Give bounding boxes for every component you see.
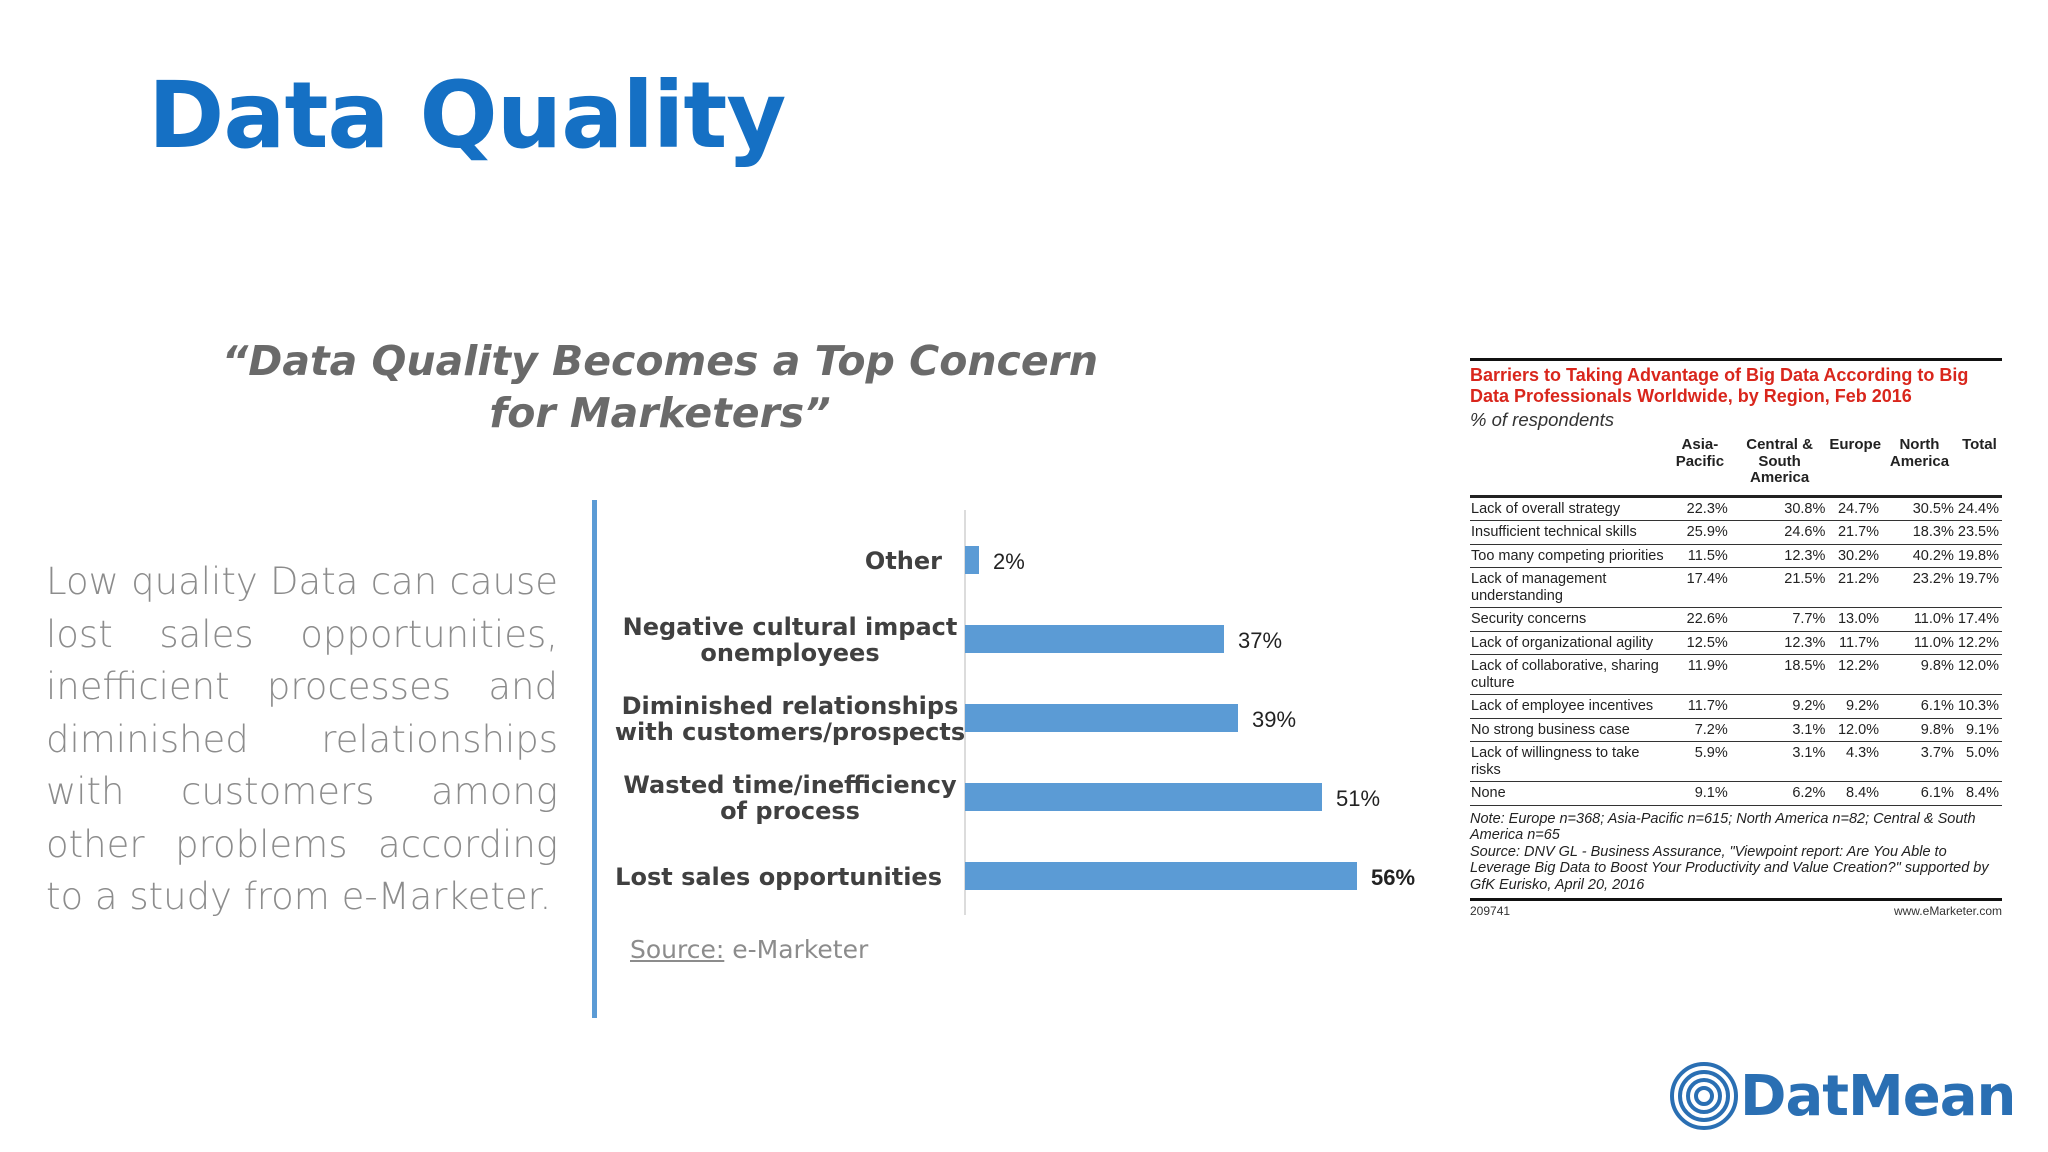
- table-cell: 12.3%: [1784, 547, 1826, 564]
- row-label: Too many competing priorities: [1471, 547, 1664, 564]
- table-header-cell: [1470, 437, 1669, 496]
- emarketer-footer: [1470, 904, 2002, 918]
- row-label: Insufficient technical skills: [1471, 524, 1637, 540]
- emarketer-source: Source: DNV GL - Business Assurance, "Viewpoint report: Are You Able to Leverage Big Data to Boost Your Productivity and Value Creation?" supported by GfK Eurisko, April 20, 2016: [1470, 843, 1989, 893]
- table-cell: 21.2%: [1837, 571, 1880, 587]
- table-cell: 40.2%: [1912, 547, 1954, 564]
- table-cell: 24.6%: [1784, 524, 1826, 540]
- table-cell: 13.0%: [1837, 611, 1880, 627]
- table-cell: 9.8%: [1920, 721, 1954, 738]
- table-cell: 17.4%: [1686, 571, 1728, 587]
- emarketer-title: Barriers to Taking Advantage of Big Data According to Big Data Professionals Worldwide, by Region, Feb 2016: [1470, 365, 1969, 406]
- table-cell: 12.2%: [1957, 634, 1999, 651]
- table-cell: 9.8%: [1920, 658, 1954, 674]
- value-label: 39%: [1252, 707, 1297, 732]
- table-cell: 11.0%: [1913, 634, 1954, 651]
- table-cell: 5.9%: [1694, 745, 1728, 761]
- table-cell: 3.7%: [1920, 745, 1954, 761]
- table-cell: 3.1%: [1792, 745, 1826, 761]
- body-paragraph: Low quality Data can cause lost sales opportunities, inefficient processes and diminished relationships with customers among other problems according to a study from e-Marketer.: [46, 560, 558, 918]
- emarketer-site: www.eMarketer.com: [1893, 904, 2002, 918]
- table-row: [1470, 718, 2002, 742]
- table-cell: 9.1%: [1694, 785, 1728, 801]
- table-header-cell: Europe: [1829, 436, 1882, 453]
- table-cell: 11.5%: [1687, 547, 1728, 564]
- table-row: [1470, 544, 2002, 568]
- emarketer-table: [1470, 437, 2002, 806]
- table-cell: 9.2%: [1792, 698, 1826, 714]
- table-cell: 8.4%: [1965, 785, 1999, 801]
- category-label: Diminished relationships: [621, 692, 959, 720]
- page-title: Data Quality: [148, 62, 786, 169]
- value-label: 56%: [1371, 865, 1416, 890]
- table-cell: 22.6%: [1686, 611, 1728, 627]
- emarketer-note: Note: Europe n=368; Asia-Pacific n=615; North America n=82; Central & South America n=65: [1470, 810, 1976, 843]
- table-cell: 10.3%: [1957, 698, 1999, 714]
- table-header-cell: North America: [1889, 436, 1950, 470]
- table-cell: 24.4%: [1957, 500, 1999, 517]
- table-cell: 19.8%: [1957, 547, 1999, 564]
- table-cell: 23.2%: [1912, 571, 1954, 587]
- bar: [965, 783, 1322, 811]
- category-label: Other: [864, 547, 942, 575]
- table-cell: 30.8%: [1784, 500, 1826, 517]
- row-label: Security concerns: [1471, 611, 1587, 627]
- table-row: [1470, 695, 2002, 719]
- table-cell: 9.1%: [1965, 721, 1999, 738]
- table-cell: 6.1%: [1920, 698, 1954, 714]
- table-cell: 9.2%: [1846, 698, 1880, 714]
- category-label: onemployees: [700, 639, 880, 667]
- row-label: Lack of willingness to take risks: [1471, 745, 1640, 778]
- bar: [965, 862, 1357, 890]
- table-cell: 6.2%: [1792, 785, 1826, 801]
- top-rule: [1470, 358, 2002, 361]
- table-row: [1470, 496, 2002, 521]
- emarketer-subtitle: % of respondents: [1470, 409, 1614, 430]
- table-cell: 18.5%: [1784, 658, 1826, 674]
- table-cell: 3.1%: [1792, 721, 1826, 738]
- table-cell: 12.2%: [1837, 658, 1880, 674]
- table-cell: 18.3%: [1912, 524, 1954, 540]
- table-cell: 25.9%: [1686, 524, 1728, 540]
- table-row: [1470, 655, 2002, 695]
- table-header-cell: Total: [1962, 436, 1997, 453]
- category-label: of process: [720, 797, 860, 825]
- row-label: Lack of management understanding: [1471, 571, 1607, 604]
- category-label: with customers/prospects: [614, 718, 966, 746]
- category-label: Negative cultural impact: [622, 613, 958, 641]
- table-cell: 7.2%: [1694, 721, 1728, 738]
- value-label: 51%: [1336, 786, 1381, 811]
- table-row: [1470, 742, 2002, 782]
- table-cell: 21.7%: [1837, 524, 1880, 540]
- table-cell: 12.3%: [1784, 634, 1826, 651]
- table-cell: 8.4%: [1846, 785, 1880, 801]
- table-cell: 30.2%: [1837, 547, 1880, 564]
- table-row: [1470, 631, 2002, 655]
- vertical-divider: [592, 500, 597, 1018]
- row-label: No strong business case: [1471, 721, 1630, 738]
- table-cell: 21.5%: [1784, 571, 1826, 587]
- table-header-cell: Central & South America: [1746, 436, 1813, 486]
- row-label: Lack of organizational agility: [1471, 634, 1654, 651]
- table-row: [1470, 782, 2002, 806]
- table-header-cell: Asia-Pacific: [1675, 436, 1725, 470]
- table-cell: 7.7%: [1792, 611, 1826, 627]
- table-cell: 23.5%: [1957, 524, 1999, 540]
- row-label: Lack of employee incentives: [1471, 698, 1654, 714]
- table-cell: 24.7%: [1837, 500, 1880, 517]
- row-label: Lack of overall strategy: [1471, 500, 1621, 517]
- table-cell: 4.3%: [1846, 745, 1880, 761]
- bar-chart: [600, 500, 1470, 920]
- table-cell: 11.9%: [1687, 658, 1728, 674]
- table-header-row: [1470, 437, 2002, 496]
- table-cell: 12.0%: [1957, 658, 1999, 674]
- bar: [965, 546, 979, 574]
- row-label: Lack of collaborative, sharing culture: [1471, 658, 1659, 691]
- source-value: e-Marketer: [732, 935, 869, 964]
- chart-id: 209741: [1470, 904, 1511, 918]
- table-cell: 5.0%: [1965, 745, 1999, 761]
- category-label: Wasted time/inefficiency: [623, 771, 957, 799]
- concentric-circles-icon: [1668, 1060, 1740, 1132]
- table-row: [1470, 521, 2002, 545]
- table-cell: 17.4%: [1957, 611, 1999, 627]
- emarketer-table-card: [1470, 358, 2002, 918]
- table-cell: 12.0%: [1837, 721, 1880, 738]
- table-cell: 6.1%: [1920, 785, 1954, 801]
- source-label: Source:: [630, 935, 725, 964]
- table-cell: 22.3%: [1686, 500, 1728, 517]
- source-line: [630, 935, 868, 964]
- quote-heading: “Data Quality Becomes a Top Concern for Marketers”: [221, 337, 1099, 437]
- logo-wordmark: DatMean: [1740, 1064, 2016, 1129]
- value-label: 37%: [1238, 628, 1283, 653]
- row-label: None: [1471, 785, 1506, 801]
- bar: [965, 625, 1224, 653]
- bottom-rule: [1470, 898, 2002, 901]
- table-cell: 11.7%: [1687, 698, 1728, 714]
- category-label: Lost sales opportunities: [615, 863, 942, 891]
- table-row: [1470, 568, 2002, 608]
- table-cell: 11.7%: [1839, 634, 1880, 651]
- table-cell: 30.5%: [1912, 500, 1954, 517]
- table-row: [1470, 608, 2002, 632]
- table-cell: 12.5%: [1686, 634, 1728, 651]
- bar: [965, 704, 1238, 732]
- table-cell: 19.7%: [1957, 571, 1999, 587]
- value-label: 2%: [993, 549, 1025, 574]
- table-cell: 11.0%: [1913, 611, 1954, 627]
